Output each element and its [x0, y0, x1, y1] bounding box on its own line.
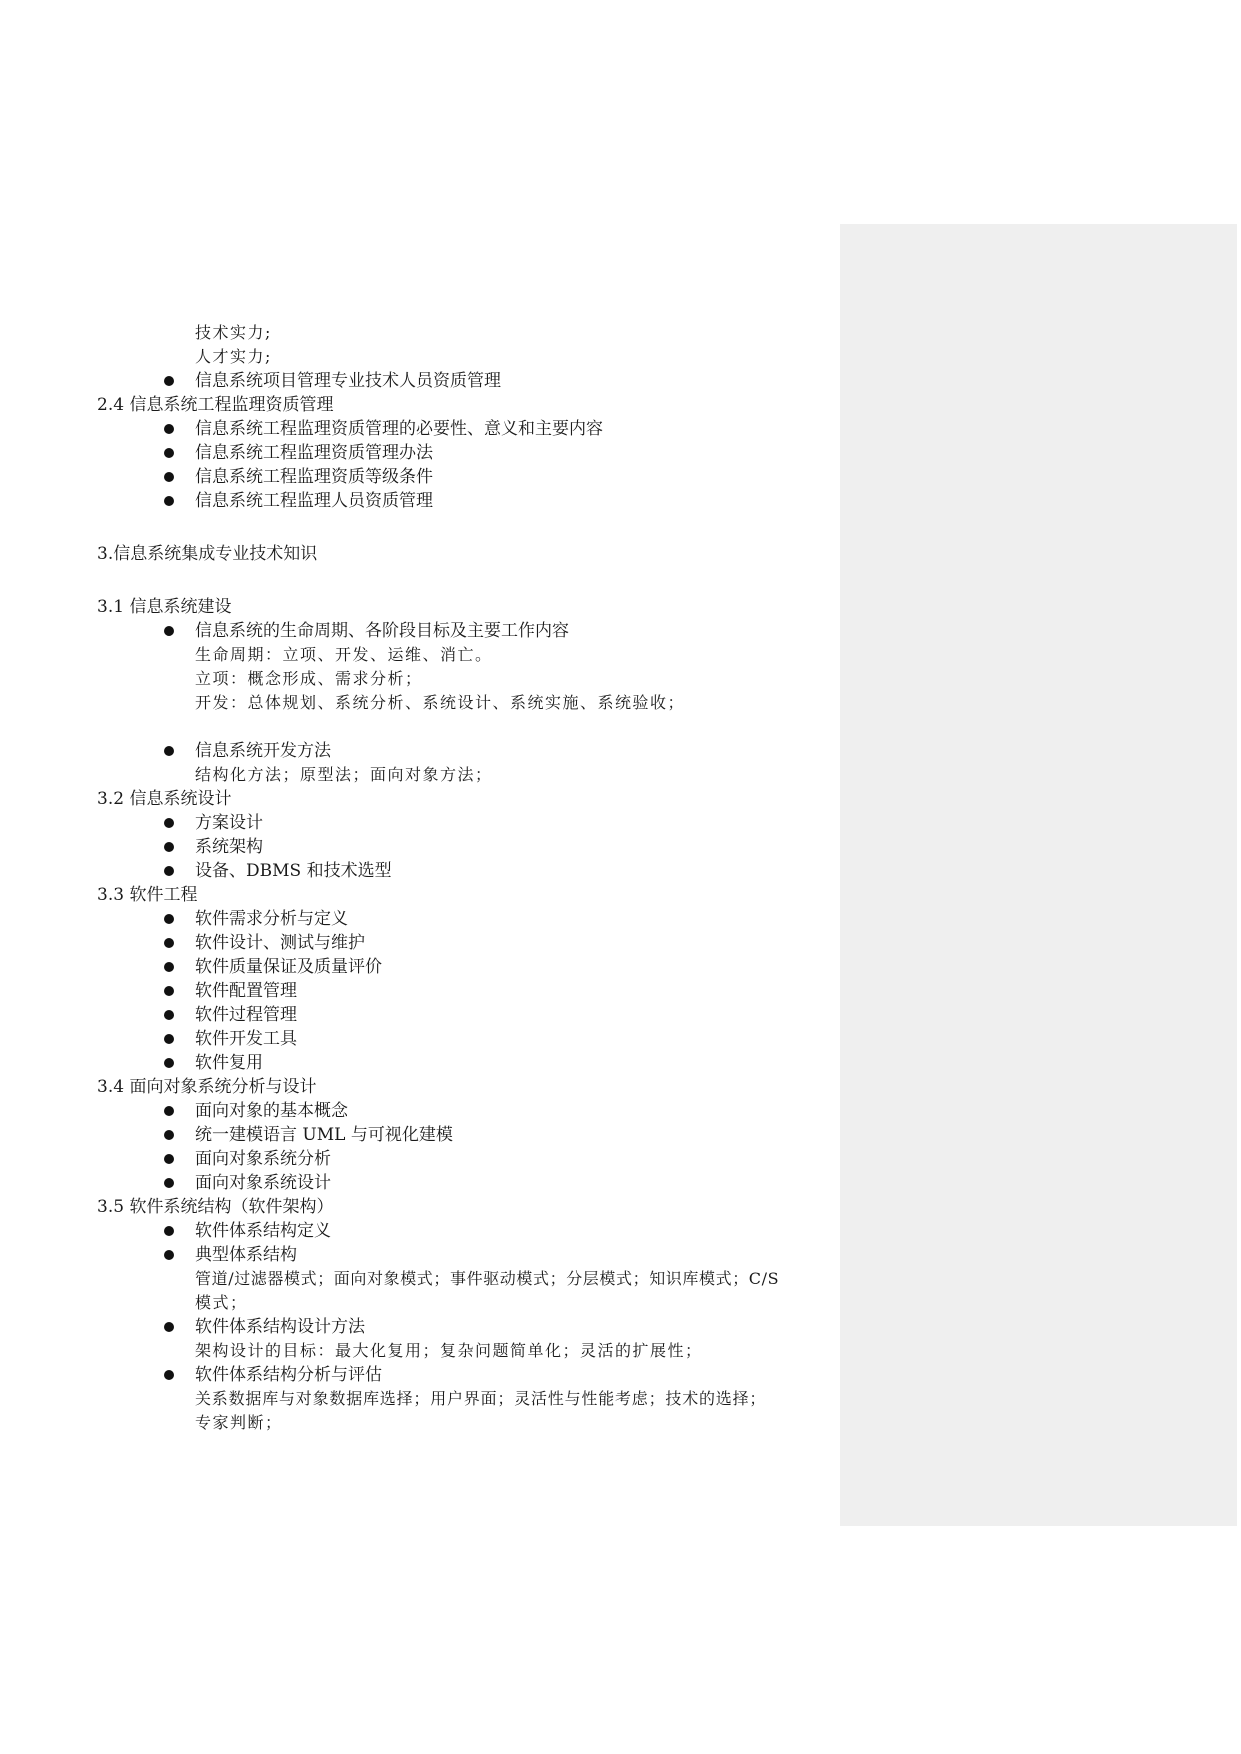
- text-line: 关系数据库与对象数据库选择；用户界面；灵活性与性能考虑；技术的选择；: [195, 1389, 767, 1408]
- list-item: 软件质量保证及质量评价: [195, 957, 382, 977]
- bullet-icon: [164, 746, 174, 756]
- list-item: 信息系统开发方法: [195, 741, 331, 761]
- list-item: 软件需求分析与定义: [195, 909, 348, 929]
- chapter-heading: 3.信息系统集成专业技术知识: [97, 544, 318, 564]
- bullet-icon: [164, 914, 174, 924]
- bullet-icon: [164, 1370, 174, 1380]
- list-item: 典型体系结构: [195, 1245, 297, 1265]
- list-item: 软件过程管理: [195, 1005, 297, 1025]
- text-line: 专家判断；: [195, 1413, 283, 1432]
- list-item: 信息系统的生命周期、各阶段目标及主要工作内容: [195, 621, 569, 641]
- list-item: 方案设计: [195, 813, 263, 833]
- list-item: 信息系统工程监理人员资质管理: [195, 491, 433, 511]
- section-heading: 2.4 信息系统工程监理资质管理: [97, 395, 334, 415]
- text-line: 开发：总体规划、系统分析、系统设计、系统实施、系统验收；: [195, 693, 686, 712]
- bullet-icon: [164, 1154, 174, 1164]
- list-item: 信息系统工程监理资质管理的必要性、意义和主要内容: [195, 419, 603, 439]
- bullet-icon: [164, 1106, 174, 1116]
- bullet-icon: [164, 842, 174, 852]
- text-line: 生命周期：立项、开发、运维、消亡。: [195, 645, 493, 664]
- section-heading: 3.2 信息系统设计: [97, 789, 232, 809]
- list-item: 软件复用: [195, 1053, 263, 1073]
- section-heading: 3.4 面向对象系统分析与设计: [97, 1077, 317, 1097]
- list-item: 软件配置管理: [195, 981, 297, 1001]
- bullet-icon: [164, 938, 174, 948]
- list-item: 面向对象系统设计: [195, 1173, 331, 1193]
- text-line: 管道/过滤器模式；面向对象模式；事件驱动模式；分层模式；知识库模式；C/S: [195, 1269, 780, 1288]
- bullet-icon: [164, 962, 174, 972]
- text-line: 架构设计的目标：最大化复用；复杂问题简单化；灵活的扩展性；: [195, 1341, 703, 1360]
- list-item: 软件体系结构定义: [195, 1221, 331, 1241]
- bullet-icon: [164, 1034, 174, 1044]
- list-item: 信息系统工程监理资质等级条件: [195, 467, 433, 487]
- bullet-icon: [164, 1010, 174, 1020]
- list-item: 信息系统项目管理专业技术人员资质管理: [195, 371, 501, 391]
- text-line: 模式；: [195, 1293, 248, 1312]
- text-line: 结构化方法；原型法；面向对象方法；: [195, 765, 493, 784]
- bullet-icon: [164, 1250, 174, 1260]
- list-item: 系统架构: [195, 837, 263, 857]
- section-heading: 3.1 信息系统建设: [97, 597, 232, 617]
- bullet-icon: [164, 1322, 174, 1332]
- bullet-icon: [164, 1130, 174, 1140]
- bullet-icon: [164, 626, 174, 636]
- list-item: 统一建模语言 UML 与可视化建模: [195, 1125, 453, 1145]
- bullet-icon: [164, 986, 174, 996]
- list-item: 软件体系结构设计方法: [195, 1317, 365, 1337]
- text-line: 立项：概念形成、需求分析；: [195, 669, 423, 688]
- bullet-icon: [164, 1058, 174, 1068]
- text-line: 技术实力;: [195, 323, 272, 342]
- list-item: 面向对象系统分析: [195, 1149, 331, 1169]
- bullet-icon: [164, 376, 174, 386]
- bullet-icon: [164, 818, 174, 828]
- bullet-icon: [164, 472, 174, 482]
- bullet-icon: [164, 496, 174, 506]
- list-item: 信息系统工程监理资质管理办法: [195, 443, 433, 463]
- bullet-icon: [164, 448, 174, 458]
- bullet-icon: [164, 424, 174, 434]
- text-line: 人才实力;: [195, 347, 272, 366]
- list-item: 软件体系结构分析与评估: [195, 1365, 382, 1385]
- list-item: 软件开发工具: [195, 1029, 297, 1049]
- list-item: 面向对象的基本概念: [195, 1101, 348, 1121]
- list-item: 设备、DBMS 和技术选型: [195, 861, 392, 881]
- bullet-icon: [164, 1226, 174, 1236]
- comment-pane: [840, 224, 1237, 1526]
- list-item: 软件设计、测试与维护: [195, 933, 365, 953]
- section-heading: 3.5 软件系统结构（软件架构）: [97, 1197, 334, 1217]
- bullet-icon: [164, 1178, 174, 1188]
- bullet-icon: [164, 866, 174, 876]
- section-heading: 3.3 软件工程: [97, 885, 198, 905]
